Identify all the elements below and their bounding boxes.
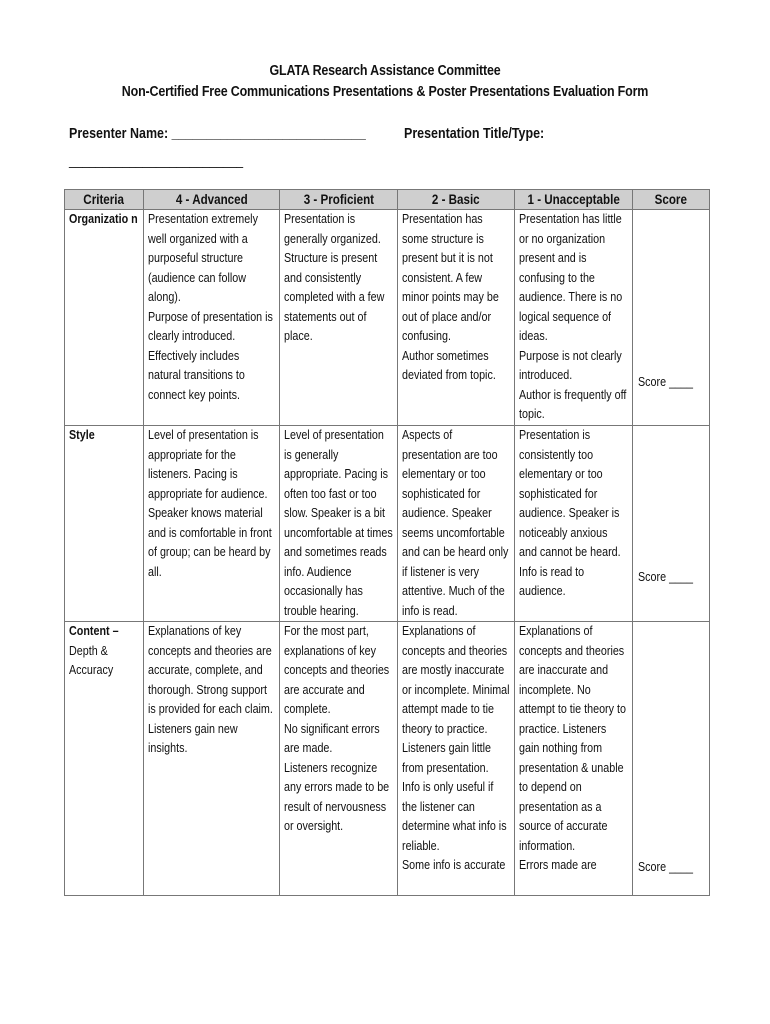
criteria-cell: Content – Depth & Accuracy bbox=[65, 622, 144, 896]
table-row bbox=[65, 426, 710, 622]
unacceptable-cell: Presentation has little or no organization present and is confusing to the audience. There is no logical sequence of ideas. Purpose is not clearly introduced. Author is frequently off topic. bbox=[515, 210, 633, 426]
presenter-name-field[interactable]: Presenter Name: ____________________________ bbox=[69, 126, 366, 142]
committee-title: GLATA Research Assistance Committee bbox=[269, 63, 501, 79]
basic-cell: Presentation has some structure is present but it is not consistent. A few minor points may be out of place and/or confusing. Author sometimes deviated from topic. bbox=[398, 210, 515, 426]
column-header-basic: 2 - Basic bbox=[398, 190, 515, 210]
rubric-table bbox=[64, 189, 710, 896]
proficient-cell: For the most part, explanations of key concepts and theories are accurate and complete. No significant errors are made. Listeners recognize any errors made to be result of nervousness or oversight. bbox=[280, 622, 398, 896]
table-header-row bbox=[65, 190, 710, 210]
presenter-name-continuation-line[interactable]: __________________________ bbox=[69, 152, 244, 168]
advanced-cell: Presentation extremely well organized with a purposeful structure (audience can follow along). Purpose of presentation is clearly introduced. Effectively includes natural transitions to connect key points. bbox=[144, 210, 280, 426]
column-header-criteria: Criteria bbox=[65, 190, 144, 210]
form-title: Non-Certified Free Communications Presentations & Poster Presentations Evaluation Form bbox=[121, 84, 649, 100]
unacceptable-cell: Presentation is consistently too elementary or too sophisticated for audience. Speaker is noticeably anxious and cannot be heard. Info is read to audience. bbox=[515, 426, 633, 622]
score-cell[interactable]: Score ____ bbox=[633, 210, 710, 426]
column-header-advanced: 4 - Advanced bbox=[144, 190, 280, 210]
column-header-proficient: 3 - Proficient bbox=[280, 190, 398, 210]
table-row bbox=[65, 210, 710, 426]
basic-cell: Explanations of concepts and theories are mostly inaccurate or incomplete. Minimal attempt made to tie theory to practice. Listeners gain little from presentation. Info is only useful if the listener can determine what info is reliable. Some info is accurate bbox=[398, 622, 515, 896]
column-header-score: Score bbox=[633, 190, 710, 210]
criteria-cell: Style bbox=[65, 426, 144, 622]
proficient-cell: Level of presentation is generally appropriate. Pacing is often too fast or too slow. Speaker is a bit uncomfortable at times and sometimes reads info. Audience occasionally has trouble hearing. bbox=[280, 426, 398, 622]
basic-cell: Aspects of presentation are too elementary or too sophisticated for audience. Speaker seems uncomfortable and can be heard only if listener is very attentive. Much of the info is read. bbox=[398, 426, 515, 622]
unacceptable-cell: Explanations of concepts and theories are inaccurate and incomplete. No attempt to tie theory to practice. Listeners gain nothing from presentation & unable to depend on presentation as a source of accurate information. Errors made are bbox=[515, 622, 633, 896]
advanced-cell: Explanations of key concepts and theories are accurate, complete, and thorough. Strong support is provided for each claim. Listeners gain new insights. bbox=[144, 622, 280, 896]
proficient-cell: Presentation is generally organized. Structure is present and consistently completed with a few statements out of place. bbox=[280, 210, 398, 426]
column-header-unacceptable: 1 - Unacceptable bbox=[515, 190, 633, 210]
presentation-title-label[interactable]: Presentation Title/Type: bbox=[404, 126, 545, 142]
score-cell[interactable]: Score ____ bbox=[633, 622, 710, 896]
advanced-cell: Level of presentation is appropriate for the listeners. Pacing is appropriate for audience. Speaker knows material and is comfortable in front of group; can be heard by all. bbox=[144, 426, 280, 622]
criteria-cell: Organizatio n bbox=[65, 210, 144, 426]
table-row bbox=[65, 622, 710, 896]
score-cell[interactable]: Score ____ bbox=[633, 426, 710, 622]
